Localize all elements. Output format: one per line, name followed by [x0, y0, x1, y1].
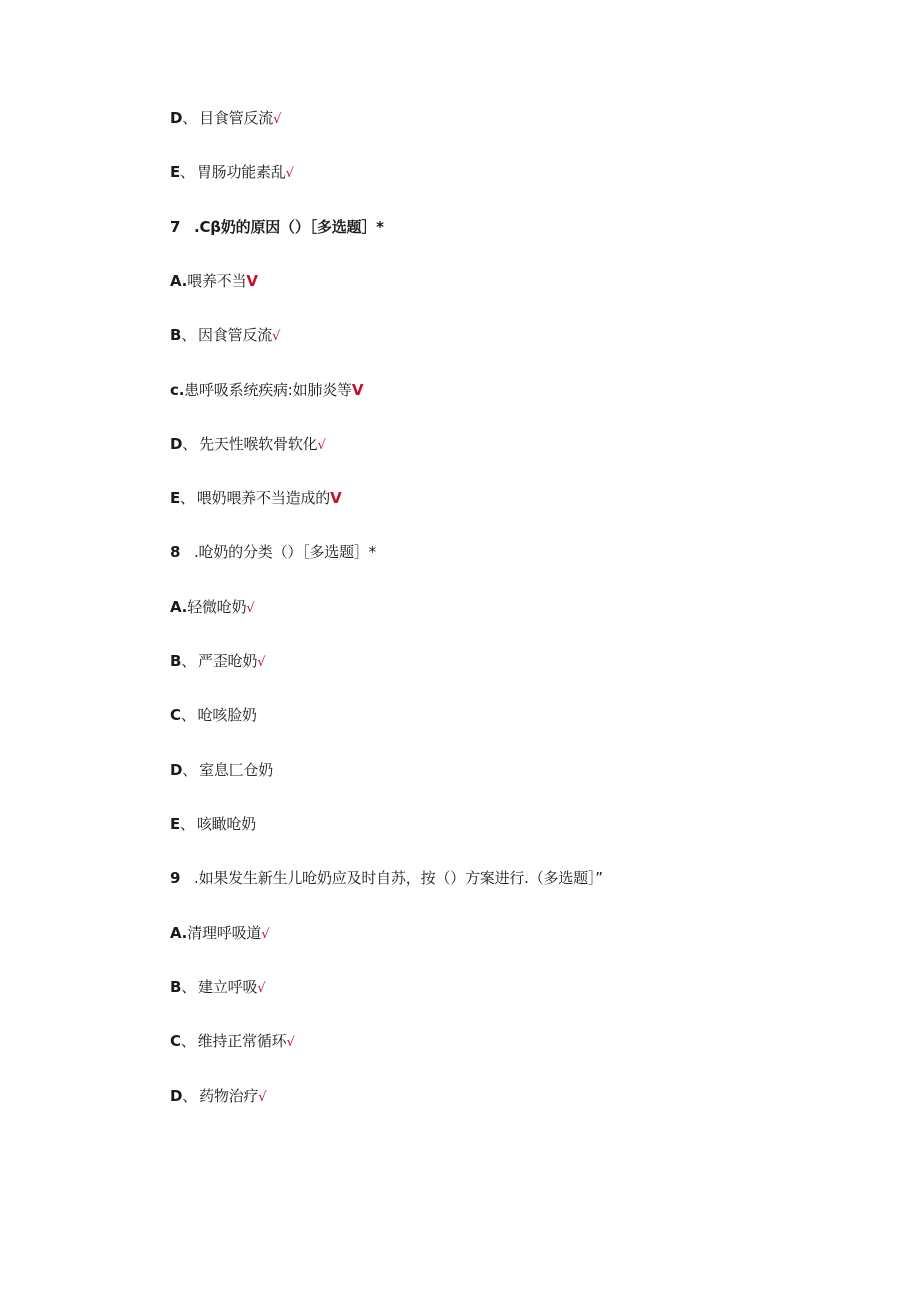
check-mark: √: [317, 438, 326, 453]
option-a: [170, 922, 269, 944]
option-separator: 、: [180, 815, 195, 833]
option-c: [170, 1030, 295, 1052]
option-text: 喂养不当: [187, 272, 247, 290]
option-label: E: [170, 489, 181, 507]
option-d: [170, 759, 273, 781]
option-label: A.: [170, 924, 188, 942]
question-7: [170, 216, 384, 238]
question-text: .呛奶的分类（）［多选题］*: [194, 543, 376, 561]
option-text: 患呼吸系统疾病:如肺炎等: [184, 381, 352, 399]
option-e: [170, 813, 256, 835]
check-mark: V: [351, 381, 364, 399]
question-9: [170, 867, 603, 889]
check-mark: √: [272, 329, 281, 344]
option-text: 因食管反流: [198, 326, 273, 344]
question-text: .Cβ奶的原因（）［多选题］*: [194, 218, 384, 236]
check-mark: √: [246, 601, 255, 616]
option-text: 咳瞰呛奶: [196, 815, 257, 833]
option-separator: 、: [182, 435, 198, 453]
option-d: [170, 107, 281, 129]
option-separator: 、: [180, 706, 196, 724]
option-text: 建立呼吸: [198, 978, 258, 996]
question-8: [170, 541, 376, 563]
option-e: [170, 487, 341, 509]
option-text: 胃肠功能素乱: [196, 163, 286, 181]
option-label: D: [170, 109, 183, 127]
option-text: 轻微呛奶: [187, 598, 247, 616]
question-text: .如果发生新生儿呛奶应及时自苏，按（）方案进行.（多选题］”: [194, 869, 603, 887]
option-d: [170, 1085, 266, 1107]
option-label: C: [170, 1032, 181, 1050]
option-label: A.: [170, 272, 188, 290]
option-label: C: [170, 706, 181, 724]
option-c: [170, 379, 363, 401]
option-separator: 、: [181, 978, 197, 996]
option-separator: 、: [180, 163, 195, 181]
option-text: 清理呼吸道: [187, 924, 262, 942]
option-separator: 、: [180, 1032, 196, 1050]
option-separator: 、: [182, 109, 198, 127]
check-mark: V: [330, 489, 342, 507]
check-mark: √: [286, 1035, 295, 1050]
check-mark: √: [257, 981, 266, 996]
option-label: c.: [170, 381, 185, 399]
option-c: [170, 704, 257, 726]
option-label: E: [170, 815, 181, 833]
option-text: 严歪呛奶: [198, 652, 258, 670]
option-a: [170, 270, 258, 292]
option-b: [170, 324, 280, 346]
option-text: 先天性喉软骨软化: [199, 435, 318, 453]
option-text: 室息匚仓奶: [199, 761, 274, 779]
option-label: D: [170, 761, 183, 779]
question-number: 9: [170, 869, 181, 887]
check-mark: √: [257, 655, 266, 670]
option-d: [170, 433, 326, 455]
option-text: 喂奶喂养不当造成的: [196, 489, 331, 507]
question-number: 7: [170, 218, 181, 236]
check-mark: √: [285, 166, 294, 181]
option-text: 目食管反流: [199, 109, 274, 127]
option-label: B: [170, 652, 182, 670]
question-number: 8: [170, 543, 181, 561]
check-mark: √: [258, 1090, 267, 1105]
option-separator: 、: [182, 1087, 198, 1105]
option-label: A.: [170, 598, 188, 616]
option-label: D: [170, 435, 183, 453]
option-text: 呛咳脸奶: [197, 706, 257, 724]
option-a: [170, 596, 254, 618]
option-separator: 、: [181, 652, 197, 670]
option-label: D: [170, 1087, 183, 1105]
check-mark: √: [261, 927, 270, 942]
check-mark: V: [246, 272, 258, 290]
option-separator: 、: [180, 489, 195, 507]
option-separator: 、: [181, 326, 197, 344]
option-label: E: [170, 163, 181, 181]
option-e: [170, 161, 294, 183]
option-b: [170, 650, 265, 672]
option-text: 药物治疗: [199, 1087, 259, 1105]
option-separator: 、: [182, 761, 198, 779]
option-b: [170, 976, 265, 998]
check-mark: √: [273, 112, 282, 127]
option-text: 维持正常循环: [197, 1032, 287, 1050]
option-label: B: [170, 978, 182, 996]
option-label: B: [170, 326, 182, 344]
